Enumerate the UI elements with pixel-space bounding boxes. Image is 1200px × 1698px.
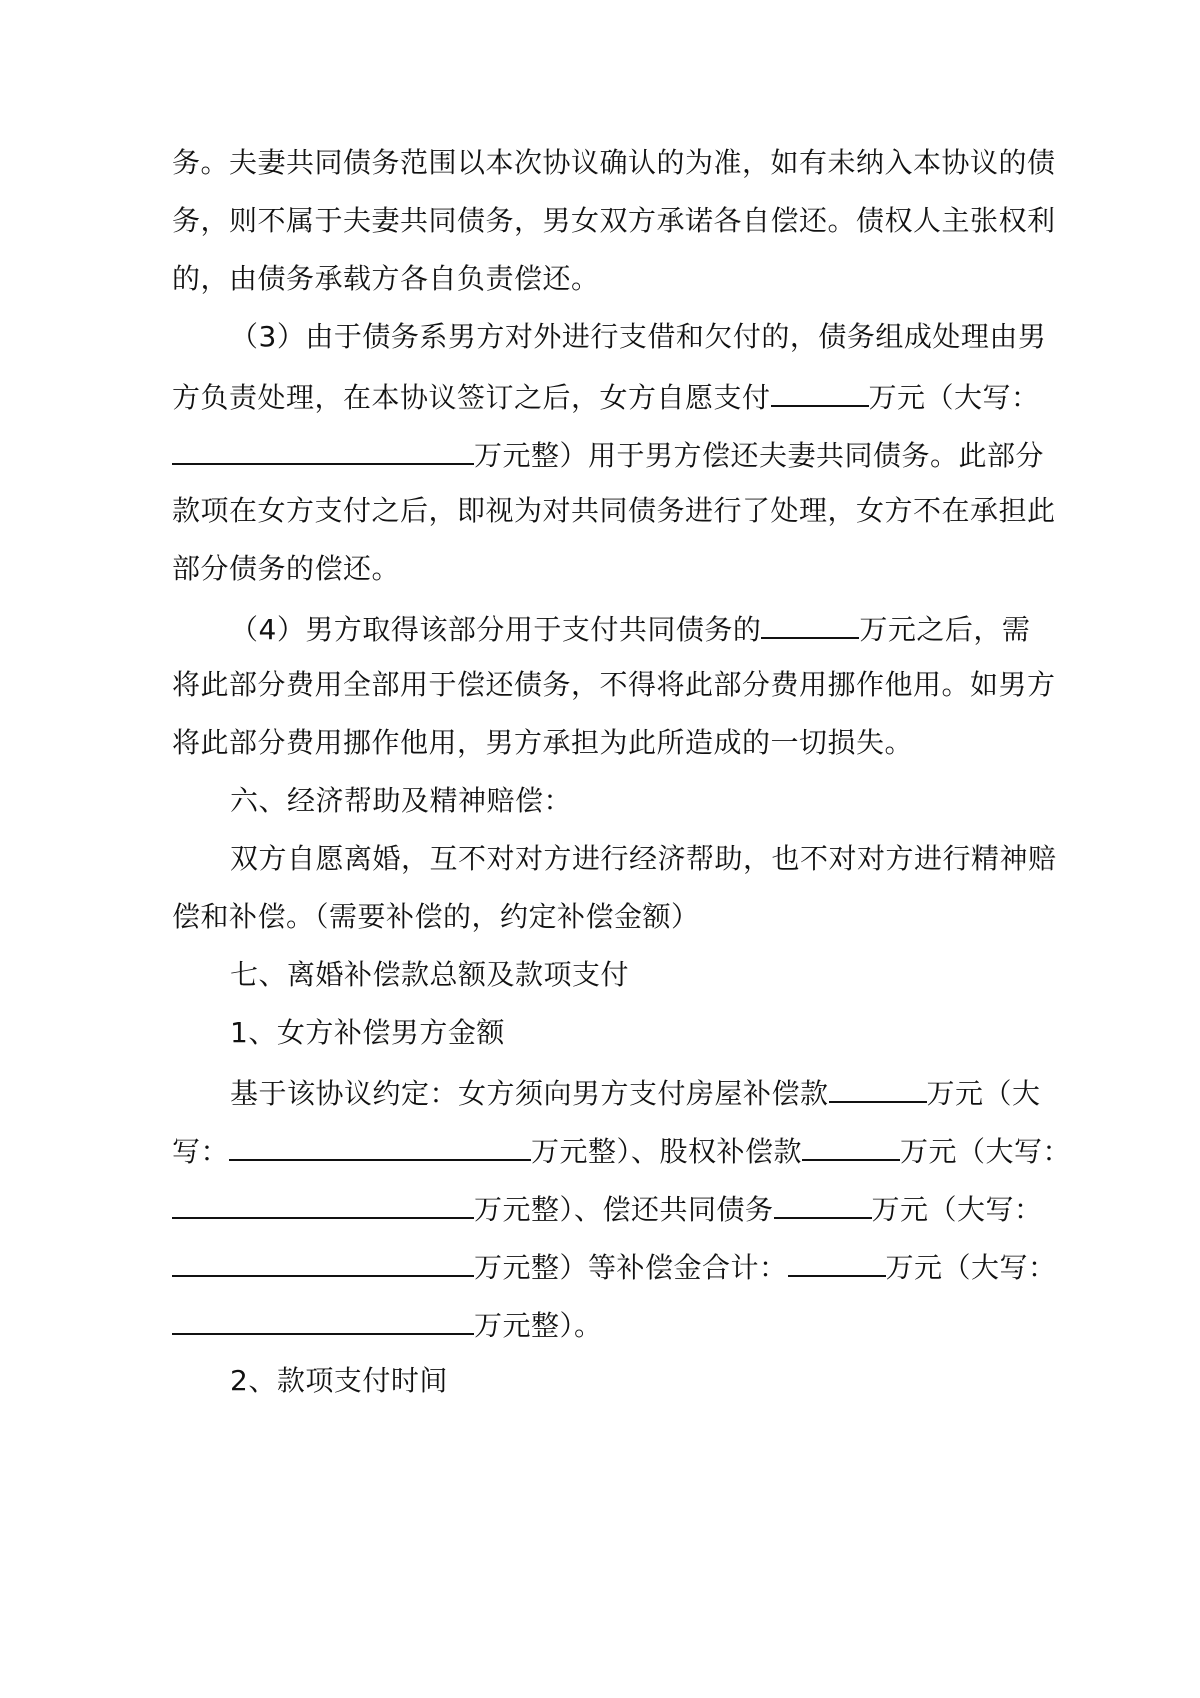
fill-in-blank[interactable] xyxy=(829,1071,927,1103)
text-line xyxy=(172,1187,1043,1227)
text-segment: 双方自愿离婚，互不对对方进行经济帮助，也不对对方进行精神赔 xyxy=(230,842,1057,875)
fill-in-blank[interactable] xyxy=(172,1245,474,1277)
text-line xyxy=(230,1071,1041,1111)
subsection-heading xyxy=(230,1361,448,1401)
text-segment: 万元（大写： xyxy=(900,1135,1072,1168)
text-segment: 万元整）等补偿金合计： xyxy=(474,1251,788,1284)
text-line xyxy=(172,201,1056,241)
text-line xyxy=(172,1303,603,1343)
text-segment: 部分债务的偿还。 xyxy=(172,552,401,585)
text-line xyxy=(172,1245,1057,1285)
text-line xyxy=(172,549,400,589)
text-segment: 万元（大 xyxy=(926,1077,1041,1110)
text-segment: 务，则不属于夫妻共同债务，男女双方承诺各自偿还。债权人主张权利 xyxy=(172,204,1056,237)
fill-in-blank[interactable] xyxy=(774,1187,872,1219)
text-segment: 万元整）、股权补偿款 xyxy=(531,1135,803,1168)
text-segment: 基于该协议约定：女方须向男方支付房屋补偿款 xyxy=(230,1077,829,1110)
text-segment: 方负责处理，在本协议签订之后，女方自愿支付 xyxy=(172,381,771,414)
text-segment: 七、离婚补偿款总额及款项支付 xyxy=(230,958,630,991)
text-line xyxy=(172,259,600,299)
text-line xyxy=(230,607,1030,647)
fill-in-blank[interactable] xyxy=(788,1245,886,1277)
text-line xyxy=(172,1129,1071,1169)
text-line xyxy=(172,491,1056,531)
fill-in-blank[interactable] xyxy=(771,375,869,407)
text-segment: 万元整）。 xyxy=(474,1309,603,1342)
section-heading xyxy=(230,955,629,995)
text-segment: 万元（大写： xyxy=(885,1251,1057,1284)
text-segment: 的，由债务承载方各自负责偿还。 xyxy=(172,262,600,295)
subsection-heading xyxy=(230,1013,505,1053)
text-segment: 务。夫妻共同债务范围以本次协议确认的为准，如有未纳入本协议的债 xyxy=(172,146,1056,179)
text-segment: 1、女方补偿男方金额 xyxy=(230,1016,505,1049)
text-line xyxy=(230,839,1057,879)
text-line xyxy=(172,723,913,763)
text-line xyxy=(172,433,1044,473)
text-segment: 款项在女方支付之后，即视为对共同债务进行了处理，女方不在承担此 xyxy=(172,494,1056,527)
text-segment: 万元之后，需 xyxy=(859,613,1031,646)
fill-in-blank[interactable] xyxy=(172,1303,474,1335)
text-line xyxy=(230,317,1046,357)
fill-in-blank[interactable] xyxy=(229,1129,531,1161)
text-segment: 将此部分费用挪作他用，男方承担为此所造成的一切损失。 xyxy=(172,726,914,759)
text-line xyxy=(172,375,1040,415)
text-segment: 万元（大写： xyxy=(868,381,1040,414)
text-segment: （3）由于债务系男方对外进行支借和欠付的，债务组成处理由男 xyxy=(230,320,1047,353)
text-segment: 万元（大写： xyxy=(871,1193,1043,1226)
text-segment: 写： xyxy=(172,1135,230,1168)
text-line xyxy=(172,897,700,937)
section-heading xyxy=(230,781,572,821)
text-segment: 六、经济帮助及精神赔偿： xyxy=(230,784,573,817)
text-segment: 将此部分费用全部用于偿还债务，不得将此部分费用挪作他用。如男方 xyxy=(172,668,1056,701)
text-segment: （4）男方取得该部分用于支付共同债务的 xyxy=(230,613,762,646)
text-segment: 万元整）、偿还共同债务 xyxy=(474,1193,774,1226)
text-line xyxy=(172,665,1056,705)
text-segment: 偿和补偿。（需要补偿的，约定补偿金额） xyxy=(172,900,700,933)
fill-in-blank[interactable] xyxy=(172,433,474,465)
text-line xyxy=(172,143,1056,183)
fill-in-blank[interactable] xyxy=(802,1129,900,1161)
fill-in-blank[interactable] xyxy=(761,607,859,639)
text-segment: 2、款项支付时间 xyxy=(230,1364,448,1397)
fill-in-blank[interactable] xyxy=(172,1187,474,1219)
text-segment: 万元整）用于男方偿还夫妻共同债务。此部分 xyxy=(474,439,1045,472)
